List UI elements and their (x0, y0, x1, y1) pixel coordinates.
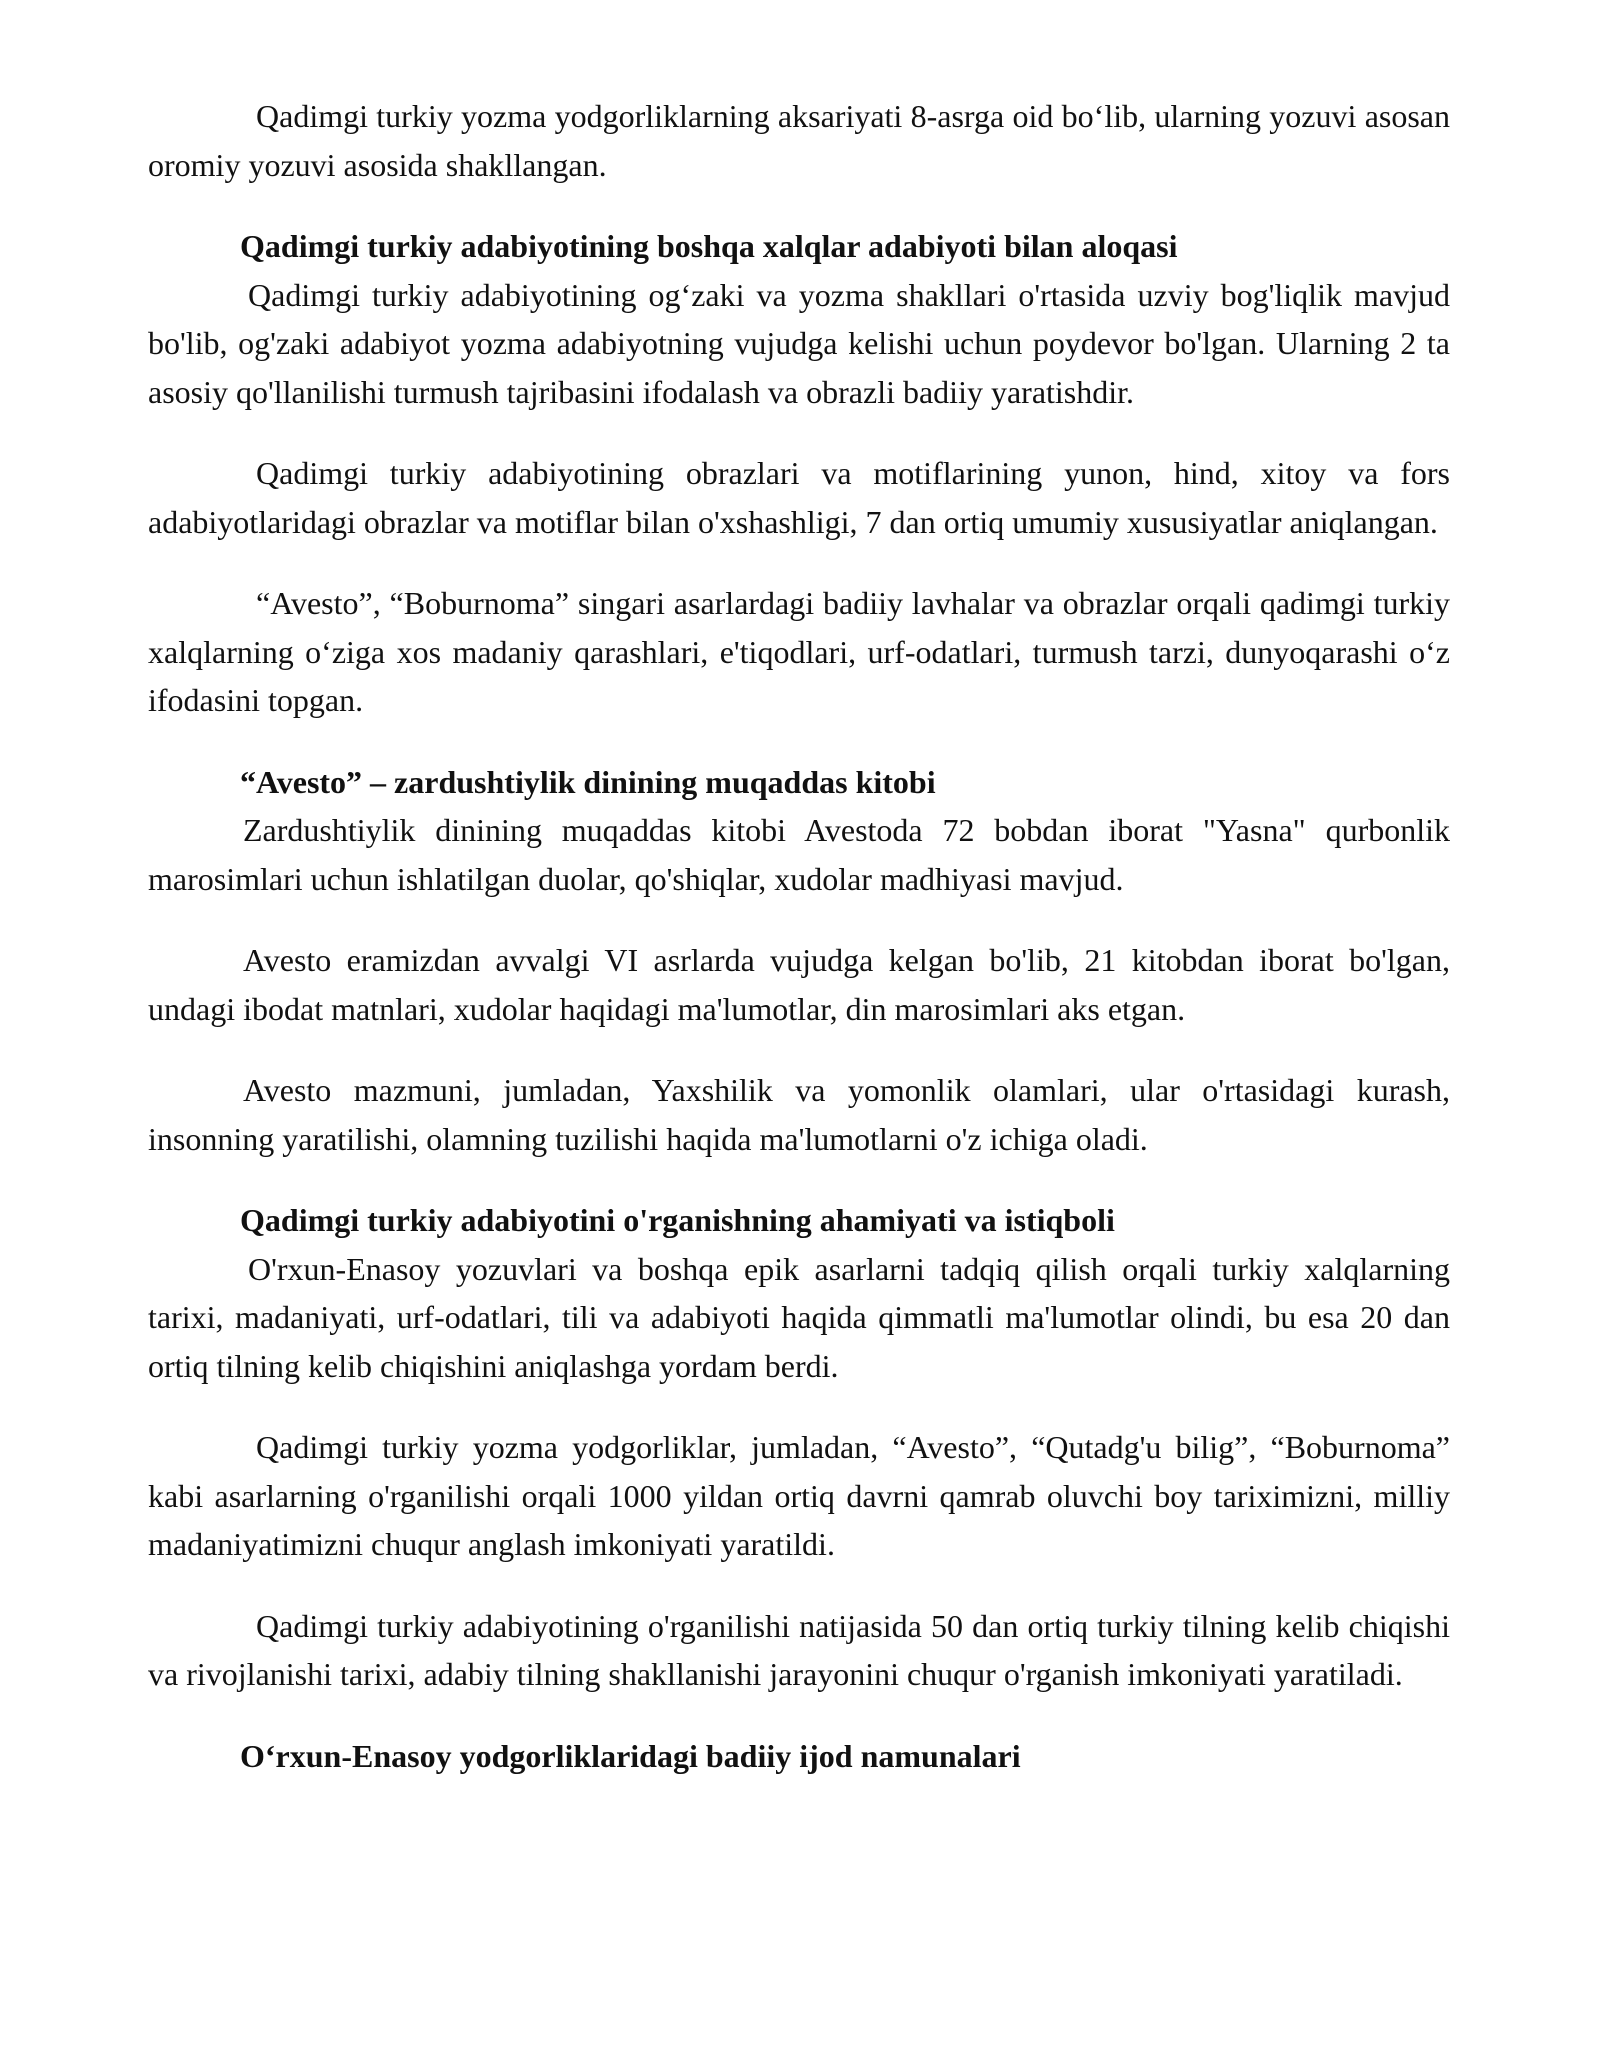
paragraph-cultural-views: “Avesto”, “Boburnoma” singari asarlardagi badiiy lavhalar va obrazlar orqali qadimgi turkiy xalqlarning o‘ziga xos madaniy qarashlari, e'tiqodlari, urf-odatlari, turmush tarzi, dunyoqarashi o‘z ifodasini topgan. (148, 585, 1450, 718)
paragraph-writing-origins: Qadimgi turkiy yozma yodgorliklarning aksariyati 8-asrga oid bo‘lib, ularning yozuvi asosan oromiy yozuvi asosida shakllangan. (148, 98, 1450, 183)
paragraph-written-monuments-study: Qadimgi turkiy yozma yodgorliklar, jumladan, “Avesto”, “Qutadg'u bilig”, “Boburnoma” kabi asarlarning o'rganilishi orqali 1000 yildan ortiq davrni qamrab oluvchi boy tariximizni, milliy madaniyatimizni chuqur anglash imkoniyati yaratildi. (148, 1429, 1450, 1562)
paragraph-oral-written-forms: Qadimgi turkiy adabiyotining og‘zaki va yozma shakllari o'rtasida uzviy bog'liqlik mavjud bo'lib, og'zaki adabiyot yozma adabiyotning vujudga kelishi uchun poydevor bo'lgan. Ularning 2 ta asosiy qo'llanilishi turmush tajribasini ifodalash va obrazli badiiy yaratishdir. (148, 276, 1450, 410)
heading-relations-with-other-literatures: Qadimgi turkiy adabiyotining boshqa xalqlar adabiyoti bilan aloqasi (240, 228, 1178, 264)
paragraph-orkhon-research: O'rxun-Enasoy yozuvlari va boshqa epik asarlarni tadqiq qilish orqali turkiy xalqlarning tarixi, madaniyati, urf-odatlari, tili va adabiyoti haqida qimmatli ma'lumotlar olindi, bu esa 20 dan ortiq tilning kelib chiqishini aniqlashga yordam berdi. (148, 1250, 1450, 1384)
paragraph-yasna: Zardushtiylik dinining muqaddas kitobi Avestoda 72 bobdan iborat "Yasna" qurbonlik marosimlari uchun ishlatilgan duolar, qo'shiqlar, xudolar madhiyasi mavjud. (148, 812, 1450, 897)
document-page (148, 92, 1450, 1780)
heading-study-importance: Qadimgi turkiy adabiyotini o'rganishning ahamiyati va istiqboli (240, 1202, 1115, 1238)
heading-orkhon-enasoy-samples: O‘rxun-Enasoy yodgorliklaridagi badiiy ijod namunalari (240, 1737, 1021, 1774)
paragraph-images-motifs: Qadimgi turkiy adabiyotining obrazlari va motiflarining yunon, hind, xitoy va fors adabiyotlaridagi obrazlar va motiflar bilan o'xshashligi, 7 dan ortiq umumiy xususiyatlar aniqlangan. (148, 455, 1450, 540)
paragraph-avesto-origin: Avesto eramizdan avvalgi VI asrlarda vujudga kelgan bo'lib, 21 kitobdan iborat bo'lgan, undagi ibodat matnlari, xudolar haqidagi ma'lumotlar, din marosimlari aks etgan. (148, 942, 1450, 1027)
paragraph-avesto-content: Avesto mazmuni, jumladan, Yaxshilik va yomonlik olamlari, ular o'rtasidagi kurash, insonning yaratilishi, olamning tuzilishi haqida ma'lumotlarni o'z ichiga oladi. (148, 1072, 1450, 1157)
paragraph-language-origins: Qadimgi turkiy adabiyotining o'rganilishi natijasida 50 dan ortiq turkiy tilning kelib chiqishi va rivojlanishi tarixi, adabiy tilning shakllanishi jarayonini chuqur o'rganish imkoniyati yaratiladi. (148, 1607, 1450, 1692)
heading-avesto-sacred-book: “Avesto” – zardushtiylik dinining muqaddas kitobi (240, 763, 936, 800)
